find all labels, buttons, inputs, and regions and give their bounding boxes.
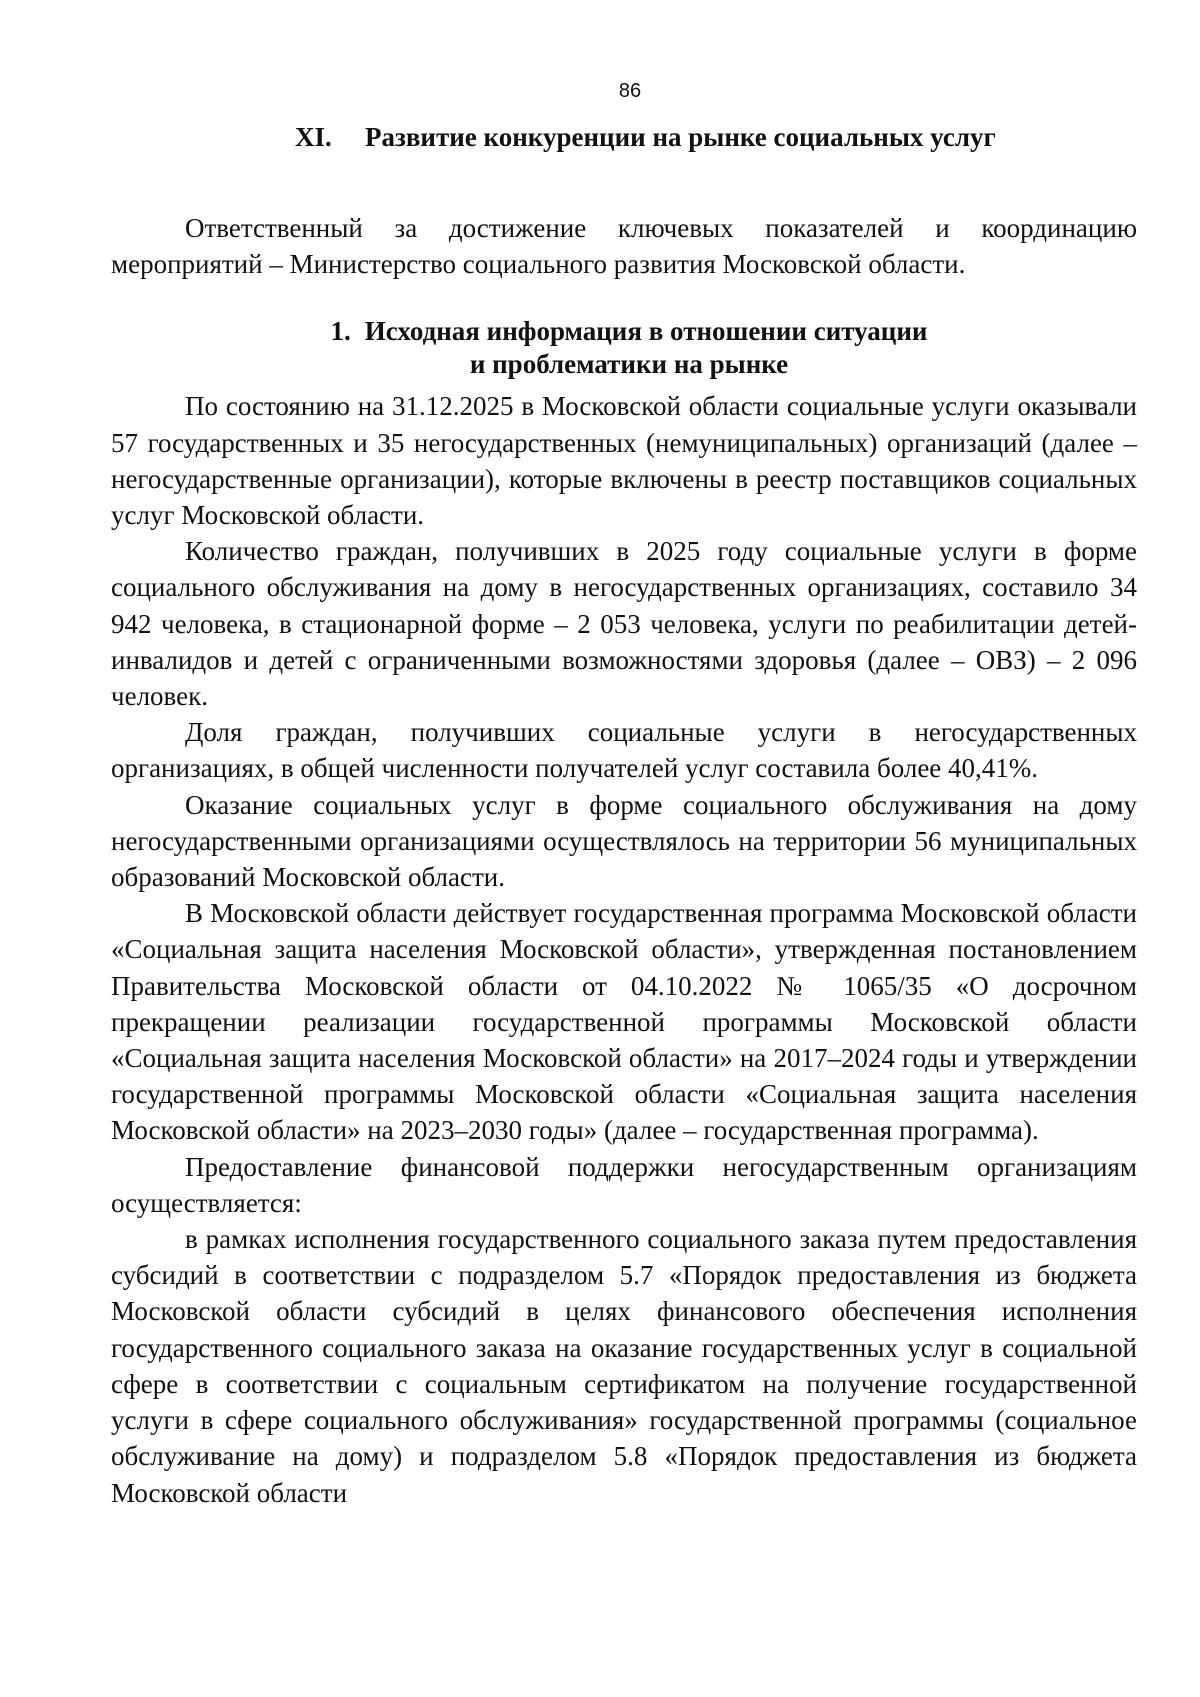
subsection-number: 1.	[330, 316, 351, 347]
page-number: 86	[618, 80, 642, 102]
subsection-title-line1: Исходная информация в отношении ситуации	[364, 316, 928, 347]
section-title: Развитие конкуренции на рынке социальных услуг	[365, 122, 996, 152]
subsection-heading	[111, 315, 1137, 381]
responsible-paragraph: Ответственный за достижение ключевых показателей и координацию мероприятий – Министерство социального развития Московской области.	[111, 213, 1137, 280]
body-paragraph: Оказание социальных услуг в форме социального обслуживания на дому негосударственными организациями осуществлялось на территории 56 муниципальных образований Московской области.	[111, 789, 1137, 893]
body-paragraph: Количество граждан, получивших в 2025 году социальные услуги в форме социального обслуживания на дому в негосударственных организациях, составило 34 942 человека, в стационарной форме – 2 053 человека, услуги по реабилитации детей-инвалидов и детей с ограниченными возможностями здоровья (далее – ОВЗ) – 2 096 человек.	[111, 536, 1137, 712]
subsection-title-line2: и проблематики на рынке	[469, 349, 789, 380]
body-paragraph: В Московской области действует государственная программа Московской области «Социальная защита населения Московской области», утвержденная постановлением Правительства Московской области от 04.10.2022 № 1065/35 «О досрочном прекращении реализации государственной программы Московской области «Социальная защита населения Московской области» на 2017–2024 годы и утверждении государственной программы Московской области «Социальная защита населения Московской области» на 2023–2030 годы» (далее – государственная программа).	[111, 898, 1137, 1146]
body-paragraph: Доля граждан, получивших социальные услуги в негосударственных организациях, в общей численности получателей услуг составила более 40,41%.	[111, 717, 1137, 784]
section-number: XI.	[295, 122, 332, 152]
body-paragraph: в рамках исполнения государственного социального заказа путем предоставления субсидий в соответствии с подразделом 5.7 «Порядок предоставления из бюджета Московской области субсидий в целях финансового обеспечения исполнения государственного социального заказа на оказание государственных услуг в социальной сфере в соответствии с социальным сертификатом на получение государственной услуги в сфере социального обслуживания» государственной программы (социальное обслуживание на дому) и подразделом 5.8 «Порядок предоставления из бюджета Московской области	[111, 1224, 1137, 1508]
body-paragraph: По состоянию на 31.12.2025 в Московской области социальные услуги оказывали 57 государственных и 35 негосударственных (немуниципальных) организаций (далее – негосударственные организации), которые включены в реестр поставщиков социальных услуг Московской области.	[111, 391, 1137, 531]
document-body	[111, 210, 1137, 1511]
body-paragraph: Предоставление финансовой поддержки негосударственным организациям осуществляется:	[111, 1151, 1137, 1218]
section-heading	[295, 122, 996, 153]
